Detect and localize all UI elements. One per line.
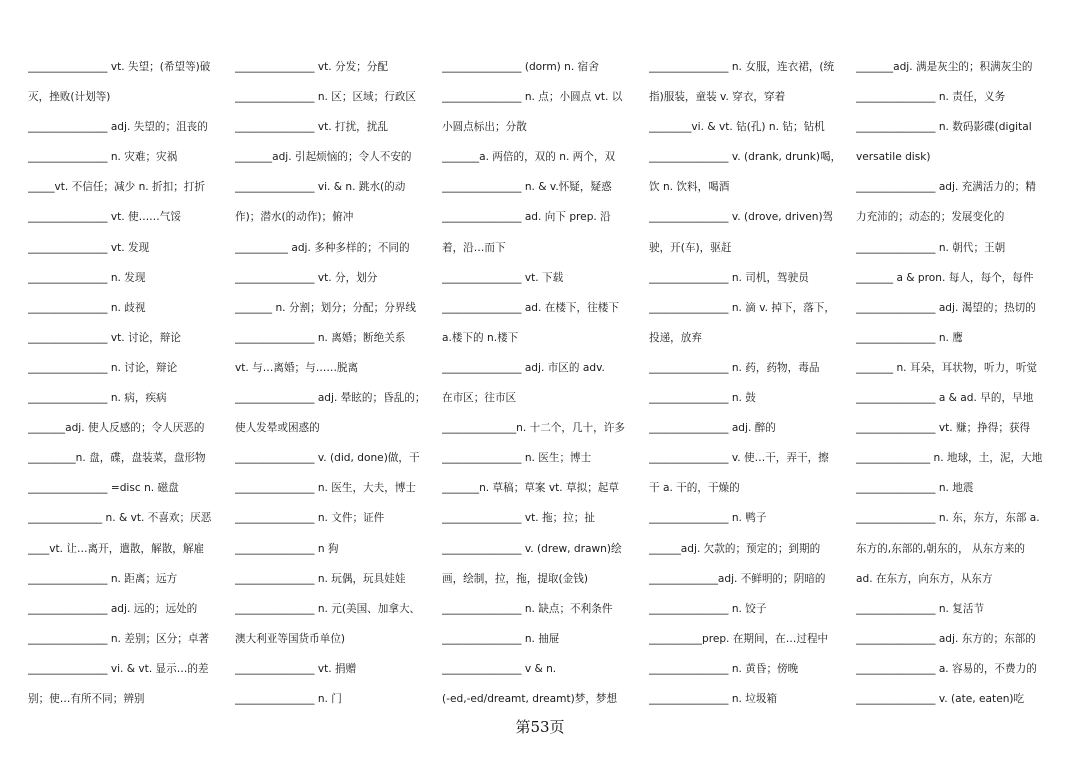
vocab-line: _______________ n. 文件；证件 bbox=[235, 512, 385, 525]
vocab-line: _______________ n. 司机，驾驶员 bbox=[649, 271, 809, 284]
vocab-line: _______________ n. 缺点；不利条件 bbox=[442, 602, 613, 615]
vocab-line: _______________ n. 滴 v. 掉下，落下， bbox=[649, 301, 835, 314]
vocab-line: _________n. 盘，碟，盘装菜，盘形物 bbox=[28, 452, 206, 465]
vocab-line: _______________ n. 地震 bbox=[856, 482, 974, 495]
vocab-line: _______________ n. 黄昏；傍晚 bbox=[649, 662, 799, 675]
vocab-line: ________vi. & vt. 钻(孔) n. 钻；钻机 bbox=[649, 121, 825, 134]
vocab-line: _______________ vt. 使……气馁 bbox=[28, 211, 181, 224]
vocab-line: ______________ n. 地球，土，泥，大地 bbox=[856, 452, 1043, 465]
vocab-line: _______________ v & n. bbox=[442, 662, 557, 675]
vocab-line: _______________ n. 饺子 bbox=[649, 602, 767, 615]
vocab-line: _______________ n. 复活节 bbox=[856, 602, 985, 615]
vocab-line: _______________ ad. 向下 prep. 沿 bbox=[442, 211, 611, 224]
vocab-line: 灭，挫败(计划等) bbox=[28, 91, 111, 104]
vocab-line: _______a. 两倍的，双的 n. 两个，双 bbox=[442, 151, 616, 164]
vocab-line: _______________ vt. 失望；(希望等)破 bbox=[28, 61, 211, 73]
vocab-line: _______________ adj. 失望的；沮丧的 bbox=[28, 121, 208, 134]
vocab-line: _______________ n. 病，疾病 bbox=[28, 392, 167, 405]
vocab-line: 指)服装，童装 v. 穿衣，穿着 bbox=[649, 91, 786, 104]
vocab-line: _______________ n. 点；小圆点 vt. 以 bbox=[442, 91, 623, 104]
vocab-line: _______________ (dorm) n. 宿舍 bbox=[442, 61, 599, 73]
vocab-line: 着，沿…而下 bbox=[442, 241, 506, 254]
worksheet-body bbox=[28, 52, 1058, 712]
vocab-line: _______________ n. 数码影碟(digital bbox=[856, 121, 1032, 134]
column-5 bbox=[856, 52, 1058, 712]
vocab-line: _______________ n. 区；区域；行政区 bbox=[235, 91, 417, 104]
vocab-line: _______________ n. 发现 bbox=[28, 271, 146, 284]
vocab-line: _______________ vt. 分，划分 bbox=[235, 271, 378, 284]
vocab-line: _______________ =disc n. 磁盘 bbox=[28, 482, 179, 495]
column-3 bbox=[442, 52, 649, 712]
vocab-line: _______adj. 满是灰尘的；积满灰尘的 bbox=[856, 61, 1033, 73]
vocab-line: __________ adj. 多种多样的；不同的 bbox=[235, 241, 410, 254]
vocab-line: 别；使…有所不同；辨别 bbox=[28, 692, 145, 705]
vocab-line: _______________ adj. 晕眩的；昏乱的； bbox=[235, 392, 426, 405]
vocab-line: 驶，开(车)，驱赶 bbox=[649, 241, 732, 254]
vocab-line: _______ n. 分割；划分；分配；分界线 bbox=[235, 301, 417, 314]
vocab-line: _______________ vt. 拖；拉；扯 bbox=[442, 512, 595, 525]
vocab-line: _______________ a & ad. 早的，早地 bbox=[856, 392, 1034, 405]
vocab-line: 干 a. 干的，干燥的 bbox=[649, 482, 740, 495]
vocab-line: _______________ n. 药，药物，毒品 bbox=[649, 361, 820, 374]
vocab-line: _______adj. 引起烦恼的；令人不安的 bbox=[235, 151, 412, 164]
vocab-line: (-ed,-ed/dreamt, dreamt)梦，梦想 bbox=[442, 692, 618, 705]
vocab-line: _______________ n. 门 bbox=[235, 692, 342, 705]
vocab-line: ______________n. 十二个，几十，许多 bbox=[442, 422, 625, 435]
vocab-line: _______________ adj. 充满活力的；精 bbox=[856, 181, 1036, 194]
vocab-line: 力充沛的；动态的；发展变化的 bbox=[856, 211, 1005, 224]
vocab-line: 东方的,东部的,朝东的， 从东方来的 bbox=[856, 542, 1026, 555]
vocab-line: _______________ vt. 分发；分配 bbox=[235, 61, 388, 73]
vocab-line: _____________adj. 不鲜明的；阴暗的 bbox=[649, 572, 826, 585]
vocab-line: _______________ n. 医生，大夫，博士 bbox=[235, 482, 417, 495]
vocab-line: _____vt. 不信任；减少 n. 折扣；打折 bbox=[28, 181, 205, 194]
vocab-line: _______________ n. 女服，连衣裙，(统 bbox=[649, 61, 835, 73]
vocab-line: _______________ v. (drove, driven)驾 bbox=[649, 211, 834, 224]
vocab-line: ____vt. 让…离开，遣散，解散，解雇 bbox=[28, 542, 205, 555]
vocab-line: _______________ vt. 讨论，辩论 bbox=[28, 331, 181, 344]
vocab-line: _______________ adj. 醉的 bbox=[649, 422, 776, 435]
vocab-line: _______________ v. 使…干，弄干，擦 bbox=[649, 452, 829, 465]
vocab-line: _______________ vt. 捐赠 bbox=[235, 662, 357, 675]
vocab-line: _______________ n. 垃圾箱 bbox=[649, 692, 778, 705]
vocab-line: _______________ n. 朝代；王朝 bbox=[856, 241, 1006, 254]
vocab-line: __________prep. 在期间，在…过程中 bbox=[649, 632, 829, 645]
vocab-line: _______________ vt. 赚；挣得；获得 bbox=[856, 422, 1031, 435]
vocab-line: _______________ a. 容易的，不费力的 bbox=[856, 662, 1037, 675]
vocab-line: _______________ adj. 渴望的；热切的 bbox=[856, 301, 1036, 314]
vocab-line: _______________ n. 元(美国、加拿大、 bbox=[235, 602, 421, 615]
vocab-line: 澳大利亚等国货币单位) bbox=[235, 632, 346, 645]
vocab-line: _______ n. 耳朵，耳状物，听力，听觉 bbox=[856, 361, 1038, 374]
vocab-line: 饮 n. 饮料，喝酒 bbox=[649, 181, 730, 194]
vocab-line: 使人发晕或困惑的 bbox=[235, 422, 320, 435]
column-4 bbox=[649, 52, 856, 712]
vocab-line: _______ a & pron. 每人，每个，每件 bbox=[856, 271, 1034, 284]
vocab-line: _______________ n. 东，东方，东部 a. bbox=[856, 512, 1040, 525]
vocab-line: _______________ n. 讨论，辩论 bbox=[28, 361, 178, 374]
vocab-line: 作)；潜水(的动作)；俯冲 bbox=[235, 211, 354, 224]
vocab-line: _______________ n 狗 bbox=[235, 542, 339, 555]
vocab-line: 在市区；往市区 bbox=[442, 392, 517, 405]
vocab-line: _______n. 草稿；草案 vt. 草拟；起草 bbox=[442, 482, 619, 495]
vocab-line: _______________ vt. 打扰，扰乱 bbox=[235, 121, 388, 134]
vocab-line: _______________ vt. 发现 bbox=[28, 241, 150, 254]
vocab-line: _______________ v. (ate, eaten)吃 bbox=[856, 692, 1025, 705]
vocab-line: _______________ n. 差别；区分；卓著 bbox=[28, 632, 210, 645]
vocab-line: ______________ n. & vt. 不喜欢；厌恶 bbox=[28, 512, 212, 525]
vocab-line: _______________ v. (drank, drunk)喝， bbox=[649, 151, 842, 164]
vocab-line: versatile disk) bbox=[856, 151, 931, 164]
column-1 bbox=[28, 52, 235, 712]
vocab-line: _______________ n. 责任，义务 bbox=[856, 91, 1006, 104]
vocab-line: _______________ n. 鹰 bbox=[856, 331, 963, 344]
vocab-line: ______adj. 欠款的；预定的；到期的 bbox=[649, 542, 821, 555]
vocab-line: _______________ v. (drew, drawn)绘 bbox=[442, 542, 622, 555]
vocab-line: _______________ n. 抽屉 bbox=[442, 632, 560, 645]
vocab-line: _______________ adj. 东方的；东部的 bbox=[856, 632, 1036, 645]
vocab-line: _______________ n. 鼓 bbox=[649, 392, 756, 405]
vocab-line: _______________ ad. 在楼下，往楼下 bbox=[442, 301, 619, 314]
vocab-line: _______________ vi. & vt. 显示…的差 bbox=[28, 662, 209, 675]
vocab-line: _______________ adj. 市区的 adv. bbox=[442, 361, 605, 374]
vocab-line: _______________ n. 玩偶，玩具娃娃 bbox=[235, 572, 406, 585]
column-2 bbox=[235, 52, 442, 712]
vocab-line: _______________ vi. & n. 跳水(的动 bbox=[235, 181, 406, 194]
vocab-line: a.楼下的 n.楼下 bbox=[442, 331, 519, 344]
vocab-line: _______________ n. 鸭子 bbox=[649, 512, 767, 525]
vocab-line: 小圆点标出；分散 bbox=[442, 121, 527, 134]
vocab-line: ad. 在东方，向东方，从东方 bbox=[856, 572, 993, 585]
vocab-line: _______________ n. 医生；博士 bbox=[442, 452, 592, 465]
vocab-line: _______________ n. 灾难；灾祸 bbox=[28, 151, 178, 164]
vocab-line: _______________ adj. 远的；远处的 bbox=[28, 602, 198, 615]
vocab-line: _______________ v. (did, done)做，干 bbox=[235, 452, 420, 465]
vocab-line: _______________ n. 离婚；断绝关系 bbox=[235, 331, 406, 344]
vocab-line: _______adj. 使人反感的；令人厌恶的 bbox=[28, 422, 205, 435]
vocab-line: _______________ n. 距离；远方 bbox=[28, 572, 178, 585]
vocab-line: 画，绘制，拉，拖，提取(金钱) bbox=[442, 572, 588, 585]
vocab-line: _______________ vt. 下载 bbox=[442, 271, 564, 284]
vocab-line: _______________ n. 歧视 bbox=[28, 301, 146, 314]
page-number: 第53页 bbox=[515, 718, 565, 736]
vocab-line: vt. 与…离婚；与……脱离 bbox=[235, 361, 359, 374]
vocab-line: _______________ n. & v.怀疑，疑惑 bbox=[442, 181, 612, 194]
vocab-line: 投递，放弃 bbox=[649, 331, 702, 344]
